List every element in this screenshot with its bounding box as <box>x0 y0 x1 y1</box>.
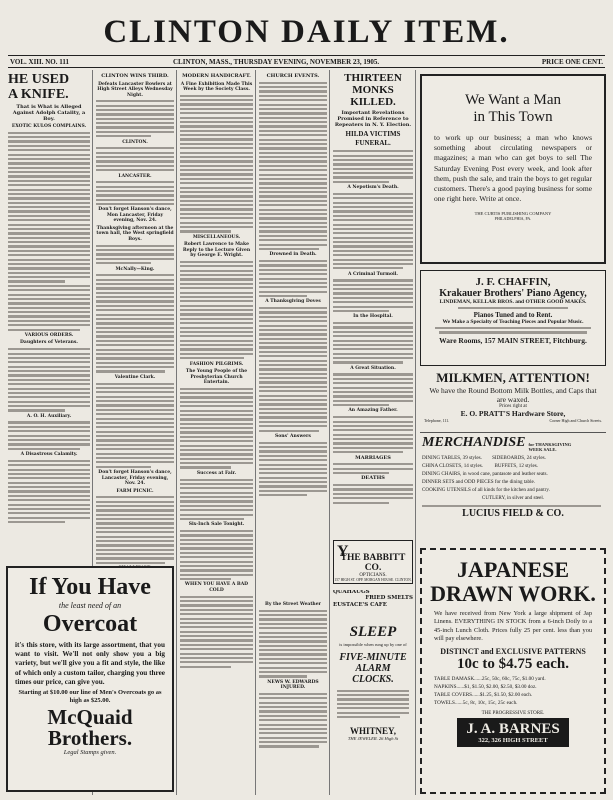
heading-success-at-fair: Success at Fair. <box>196 470 237 476</box>
overcoat-line1: If You Have <box>29 574 151 600</box>
article-body-text <box>96 245 174 265</box>
heading-daughters: Daughters of Veterans. <box>20 340 78 346</box>
merchandise-store: LUCIUS FIELD & CO. <box>462 508 564 520</box>
article-body-text <box>180 388 253 469</box>
japanese-body: We have received from New York a large shipment of Jap Linens. EVERYTHING IN STOCK from a 6-inch Doily to a 45-inch Lunch Cloth. Prices fully 25 per cent. less than you will pay elsewhere. <box>434 610 592 642</box>
babbitt-trade: OPTICIANS. <box>359 573 387 578</box>
column-rule <box>329 70 330 795</box>
milkmen-body: We have the Round Bottom Milk Bottles, and Caps that are waxed. <box>429 386 597 404</box>
article-body-text <box>180 261 253 359</box>
milkmen-head: MILKMEN, ATTENTION! <box>436 370 590 385</box>
heading-bad-cold: WHEN YOU HAVE A BAD COLD <box>184 582 249 593</box>
chaffin-list: LINDEMAN, KELLAR BROS. and OTHER GOOD MAKES. <box>439 299 587 305</box>
heading-street-weather: By the Street Weather <box>265 602 321 607</box>
article-body-text <box>96 274 174 372</box>
merchandise-sub: for THANKSGIVING WEEK SALE. <box>528 442 572 452</box>
heading-aoh: A. O. H. Auxiliary. <box>26 413 72 419</box>
heading-nepotism-death: A Nepotism's Death. <box>347 185 399 191</box>
article-body-text <box>259 442 327 497</box>
price-row: TABLE DAMASK......25c, 50c, 60c, 75c, $1.00 yard. <box>434 676 546 683</box>
article-body-text <box>333 193 413 270</box>
headline-hilda-funeral: HILDA VICTIMS FUNERAL. <box>345 130 401 147</box>
article-body-text <box>180 95 253 233</box>
japanese-head2: DRAWN WORK. <box>430 581 596 606</box>
ad-whitney-clocks <box>333 624 413 792</box>
heading-mcnally: McNally—King. <box>115 266 155 272</box>
ad-body-text <box>422 505 601 507</box>
heading-farm-picnic: FARM PICNIC. <box>116 488 154 494</box>
subhead-alleged: That is What is Alleged Against Adolph Cataiity, a Boy. <box>12 104 86 122</box>
column-rule <box>415 70 416 795</box>
want-body: to work up our business; a man who knows something about circulating newspapers or magazines; a man who can get boys to sell The Saturday Evening Post every week, and look after them, push the sale, and train the boys to get regular customers. There's a good paying business for some one right here. Write at once. <box>434 133 592 204</box>
subhead-revelations: Important Revelations Promised in Reference to Repeaters in N. Y. Election. <box>334 110 412 128</box>
chaffin-trade: Krakauer Brothers' Piano Agency, <box>439 288 587 299</box>
article-body-text <box>96 100 174 137</box>
article-body-text <box>259 693 327 748</box>
table-head-lancaster: LANCASTER. <box>118 173 152 179</box>
milkmen-footer <box>420 418 606 423</box>
ad-japanese-drawn-work <box>420 548 606 794</box>
chaffin-tuned: Pianos Tuned and to Rent. <box>473 311 553 320</box>
heading-miscellaneous: MISCELLANEOUS. <box>192 234 241 240</box>
article-body-text <box>333 416 413 453</box>
ad-chaffin-pianos <box>420 270 606 366</box>
heading-great-situation: A Great Situation. <box>350 365 396 371</box>
overcoat-tag: Legal Stamps given. <box>63 749 117 757</box>
sleep-line2: is impossible when rung up by one of <box>339 642 407 647</box>
article-body-text <box>259 260 327 297</box>
heading-deaths: DEATHS <box>361 475 385 482</box>
babbitt-addr: 157 HIGH ST. OPP. MORGAN HOUSE. CLINTON. <box>334 578 412 582</box>
heading-edwards-injured: NEWS W. EDWARDS INJURED. <box>267 679 319 691</box>
headline-he-used: HE USED <box>8 72 70 87</box>
heading-drowned: Drowned in Death. <box>269 252 317 258</box>
ad-body-text <box>435 327 591 329</box>
column-4-lower <box>259 600 327 795</box>
heading-sons-answers: Sons' Answers <box>275 433 311 439</box>
price-row: NAPKINS......$1, $1.50, $2.00, $2.50, $3.00 doz. <box>434 684 537 691</box>
heading-sale-tonight: Six-Inch Sale Tonight. <box>188 522 245 528</box>
subhead-complains: EXOTIC KULOS COMPLAINS. <box>11 124 87 129</box>
masthead-title: CLINTON DAILY ITEM. <box>103 14 510 50</box>
article-body-text <box>8 132 90 331</box>
notice-quahaugs <box>333 590 413 624</box>
overcoat-price: Starting at $10.00 our line of Men's Overcoats go as high as $25.00. <box>18 689 162 705</box>
column-rule <box>176 70 177 795</box>
japanese-addr: 322, 326 HIGH STREET <box>478 737 548 745</box>
notice-thanksgiving: Thanksgiving afternoon at the town hall, the West springfield Boys. <box>96 225 174 242</box>
overcoat-line2: the least need of an <box>58 601 122 610</box>
merchandise-item: CHINA CLOSETS, 14 styles. BUFFETS, 12 styles. <box>422 463 539 469</box>
subhead-exhibition: A Fine Exhibition Made This Week by the Society Class. <box>180 81 253 92</box>
overcoat-body: it's this store, with its large assortment, that you want to visit. We'll not only show you a big variety, but we'll give you a fit and style, the like of which only a custom tailor, charging you three times our price, can give you. <box>15 641 165 686</box>
table-head-clinton: CLINTON. <box>122 139 148 145</box>
notice-dont-forget-2: Don't forget Hanson's dance, Lancaster, Friday evening, Nov. 24. <box>98 470 172 486</box>
japanese-store-tag: THE PROGRESSIVE STORE. <box>481 711 545 717</box>
column-4 <box>259 72 327 537</box>
dateline-bar <box>8 55 605 68</box>
merchandise-head: MERCHANDISE <box>422 435 526 450</box>
article-body-text <box>180 596 253 668</box>
heading-criminal-turmoil: A Criminal Turmoil. <box>348 271 398 277</box>
subhead-bowlers: Defeats Lancaster Bowlers at High Street Alleys Wednesday Night. <box>97 81 173 98</box>
article-body-text <box>333 150 413 183</box>
price: PRICE ONE CENT. <box>541 58 603 66</box>
want-line1: We Want a Man <box>464 92 562 108</box>
ad-body-text <box>439 331 586 333</box>
overcoat-line3: Overcoat <box>42 611 138 637</box>
japanese-store: J. A. BARNES <box>466 721 560 738</box>
ad-milkmen <box>420 370 606 426</box>
headline-modern-handicraft: MODERN HANDICRAFT. <box>182 73 251 79</box>
whitney-name: WHITNEY, <box>350 726 396 737</box>
sleep-line4: ALARM <box>355 662 391 674</box>
article-body-text <box>333 322 413 364</box>
heading-various-orders: VARIOUS ORDERS. <box>24 332 74 338</box>
article-body-text <box>259 610 327 678</box>
article-body-text <box>96 496 174 564</box>
want-city: PHILADELPHIA, PA. <box>494 216 532 222</box>
headline-monks-killed: MONKS KILLED. <box>350 84 396 108</box>
ad-want-a-man <box>420 74 606 264</box>
article-body-text <box>8 421 90 449</box>
japanese-price: 10c to $4.75 each. <box>456 656 570 673</box>
score-table <box>96 147 174 171</box>
price-row: TOWELS......5c, 8c, 10c, 15c, 25c each. <box>434 700 518 707</box>
column-1 <box>8 72 90 562</box>
column-5 <box>333 72 413 537</box>
heading-valentine: Valentine Clark. <box>114 374 156 380</box>
quahaugs-line2: FRIED SMELTS <box>365 595 413 602</box>
column-3 <box>180 72 253 792</box>
japanese-store-banner <box>457 718 569 747</box>
whitney-sub: THE JEWELER. 26 High St <box>347 736 399 742</box>
place-date: CLINTON, MASS., THURSDAY EVENING, NOVEMBER 23, 1905. <box>173 58 380 66</box>
milkmen-tel: Telephone, 111. <box>424 418 450 423</box>
column-rule <box>255 70 256 795</box>
japanese-distinct: DISTINCT and EXCLUSIVE PATTERNS <box>440 647 586 657</box>
article-body-text <box>333 373 413 406</box>
article-body-text <box>333 484 413 504</box>
ad-body-text <box>458 307 568 309</box>
quahaugs-line3: EUSTACE'S CAFE <box>333 601 387 608</box>
ad-body-text <box>333 685 413 724</box>
merchandise-item: COOKING UTENSILS of all kinds for the kitchen and pantry. <box>422 487 550 493</box>
heading-marriages: MARRIAGES <box>355 454 391 461</box>
score-table <box>96 181 174 205</box>
chaffin-name: J. F. CHAFFIN, <box>475 276 551 288</box>
merchandise-item: DINING TABLES, 39 styles. SIDEBOARDS, 24 styles. <box>422 455 546 461</box>
headline-thirteen: THIRTEEN <box>344 72 402 84</box>
merchandise-header <box>420 435 606 452</box>
milkmen-prices: Prices right at <box>499 404 527 409</box>
heading-calamity: A Disastrous Calamity. <box>20 452 78 458</box>
headline-clinton-wins: CLINTON WINS THIRD. <box>101 73 169 79</box>
sleep-line1: SLEEP <box>349 624 397 640</box>
milkmen-corner: Corner High and Church Streets. <box>549 418 602 423</box>
ad-overcoat <box>6 566 174 792</box>
article-body-text <box>180 530 253 580</box>
japanese-head1: JAPANESE <box>456 557 570 582</box>
subhead-robert-lawrence: Robert Lawrence to Make Reply to the Lecture Given by George E. Wright. <box>182 242 251 259</box>
quahaugs-line1: QUAHAUGS <box>333 590 370 595</box>
heading-amazing-father: An Amazing Father. <box>348 408 398 414</box>
merchandise-list <box>420 452 606 504</box>
heading-thanksgiving-doves: A Thanksgiving Doves <box>265 299 321 305</box>
overcoat-brand2: Brothers. <box>47 726 133 751</box>
article-body-text <box>333 463 413 474</box>
headline-a-knife: A KNIFE. <box>8 87 69 102</box>
subhead-presbyterian: The Young People of the Presbyterian Church Entertain. <box>185 369 248 385</box>
article-body-text <box>8 348 90 411</box>
article-body-text <box>8 460 90 523</box>
sleep-line3: FIVE-MINUTE <box>339 651 407 663</box>
milkmen-store: E. O. PRATT'S Hardware Store, <box>460 409 566 418</box>
article-body-text <box>259 307 327 432</box>
article-body-text <box>96 383 174 468</box>
chaffin-rooms: Ware Rooms, 157 MAIN STREET, Fitchburg. <box>439 335 587 345</box>
notice-dont-forget: Don't forget Hanson's dance, Mon Lancaster, Friday evening, Nov. 24. <box>98 207 172 224</box>
article-body-text <box>180 479 253 521</box>
merchandise-item: DINNER SETS and ODD PIECES for the dining table. <box>422 479 536 485</box>
article-body-text <box>259 82 327 250</box>
ad-babbitt <box>333 540 413 584</box>
merchandise-item: DINING CHAIRS, in wood cane, pantasote and leather seats. <box>422 471 548 477</box>
heading-fashion-pilgrims: FASHION PILGRIMS. <box>189 361 244 367</box>
babbitt-name: THE BABBITT CO. <box>340 553 406 573</box>
chaffin-special: We Make a Specialty of Teaching Pieces and Popular Music. <box>442 319 584 326</box>
volume-number: VOL. XIII. NO. 111 <box>10 58 69 66</box>
headline-church-events: CHURCH EVENTS. <box>266 73 320 79</box>
japanese-price-list <box>422 673 604 709</box>
sleep-line5: CLOCKS. <box>352 673 394 685</box>
ad-merchandise <box>420 432 606 542</box>
merchandise-item: CUTLERY, in silver and steel. <box>481 495 545 501</box>
want-line2: in This Town <box>473 109 553 125</box>
article-body-text <box>333 279 413 312</box>
price-row: TABLE COVERS......$1.25, $1.50, $2.00 each. <box>434 692 533 699</box>
overcoat-brand1: McQuaid <box>47 705 133 730</box>
want-company: THE CURTIS PUBLISHING COMPANY <box>474 211 552 217</box>
heading-hospital: In the Hospital. <box>353 314 393 320</box>
babbitt-mark-icon: Y <box>337 543 349 560</box>
